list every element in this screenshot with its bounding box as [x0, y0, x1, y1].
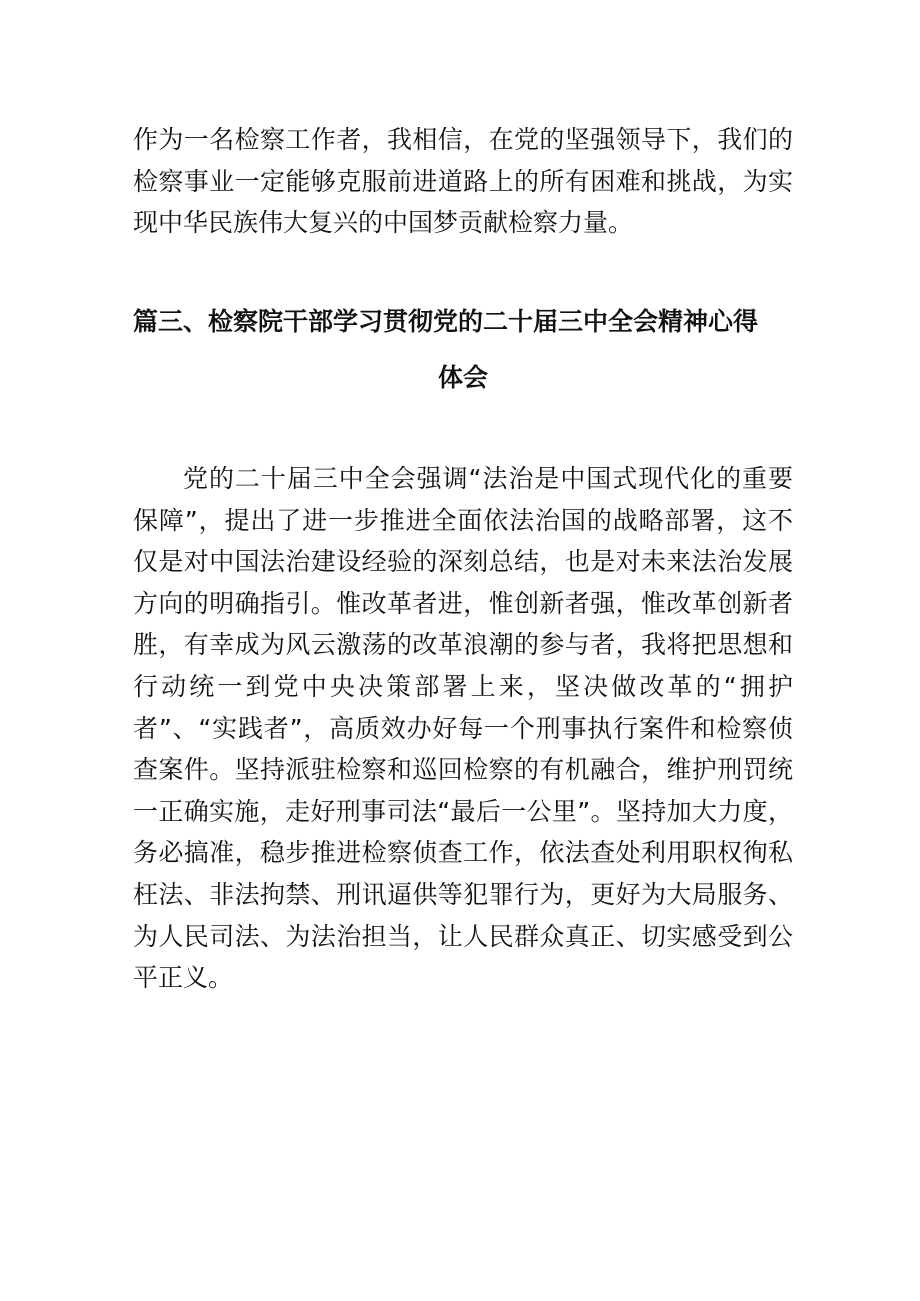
section-title-line1: 篇三、检察院干部学习贯彻党的二十届三中全会精神心得: [133, 307, 759, 336]
body-paragraph: 党的二十届三中全会强调“法治是中国式现代化的重要保障”，提出了进一步推进全面依法治国的战略部署，这不仅是对中国法治建设经验的深刻总结，也是对未来法治发展方向的明确指引。惟改革者进，惟创新者强，惟改革创新者胜，有幸成为风云激荡的改革浪潮的参与者，我将把思想和行动统一到党中央决策部署上来，坚决做改革的“拥护者”、“实践者”，高质效办好每一个刑事执行案件和检察侦查案件。坚持派驻检察和巡回检察的有机融合，维护刑罚统一正确实施，走好刑事司法“最后一公里”。坚持加大力度，务必搞准，稳步推进检察侦查工作，依法查处利用职权徇私枉法、非法拘禁、刑讯逼供等犯罪行为，更好为大局服务、为人民司法、为法治担当，让人民群众真正、切实感受到公平正义。: [133, 464, 793, 993]
intro-paragraph: 作为一名检察工作者，我相信，在党的坚强领导下，我们的检察事业一定能够克服前进道路上的所有困难和挑战，为实现中华民族伟大复兴的中国梦贡献检察力量。: [133, 125, 793, 238]
section-title-line2: 体会: [437, 363, 488, 392]
